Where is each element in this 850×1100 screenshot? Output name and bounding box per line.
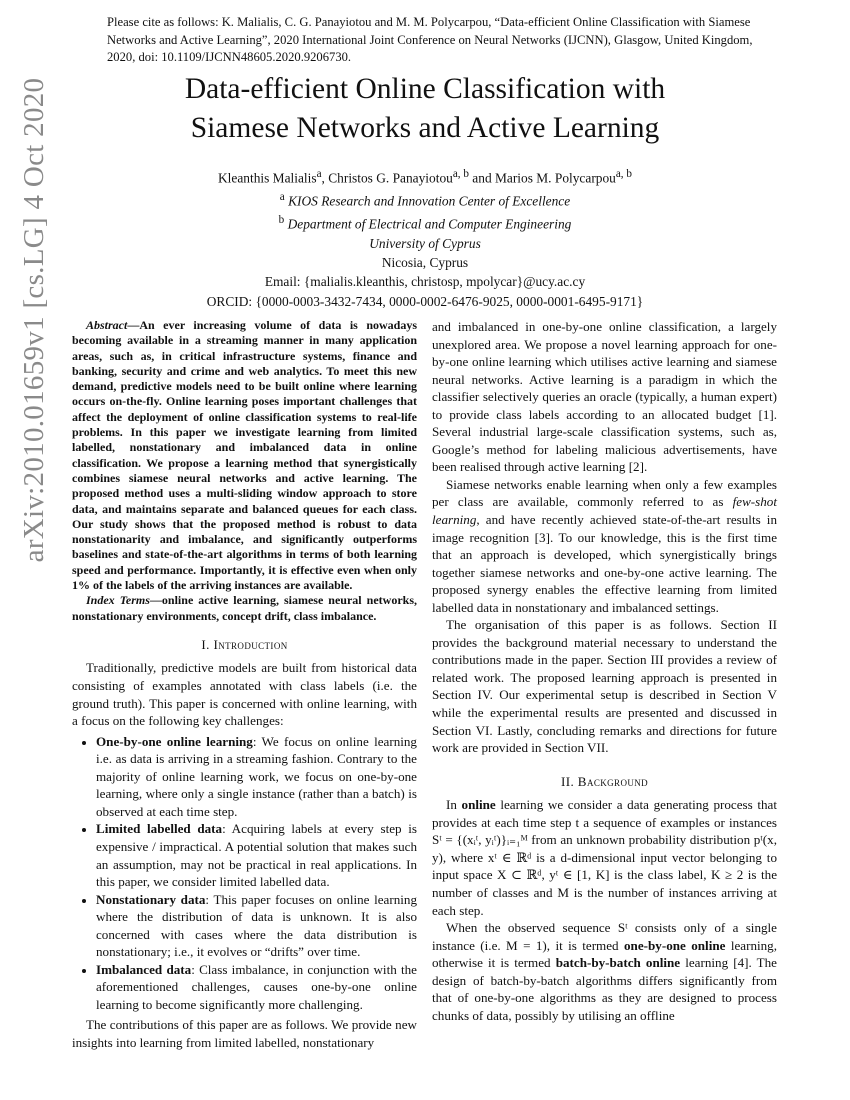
list-item-term: One-by-one online learning	[96, 733, 253, 749]
author-1-affil: a	[316, 168, 322, 180]
challenge-list	[72, 733, 417, 1014]
list-item-term: Imbalanced data	[96, 961, 192, 977]
p4-start: Siamese networks enable learning when only a few examples per class are available, commonly referred to as	[432, 476, 777, 510]
abstract-lead: Abstract	[86, 318, 128, 332]
bg-p1-end: learning we consider a data generating process that provides at each time step t a sequence of examples or instances Sᵗ = {(xᵢᵗ, yᵢᵗ)}ᵢ₌₁ᴹ from an unknown probability distribution pᵗ(x, y), where xᵗ ∈ ℝᵈ is a d-dimensional input vector belonging to input space X ⊂ ℝᵈ, yᵗ ∈ [1, K] is the class label, K ≥ 2 is the number of classes and M is the number of instances arriving at each step.	[432, 797, 777, 918]
bg-p1-bold: online	[461, 797, 496, 813]
bg-p2-bold-1: one-by-one online	[624, 937, 726, 953]
list-item-term: Limited labelled data	[96, 821, 223, 837]
city: Nicosia, Cyprus	[381, 255, 469, 271]
section-2-heading: II. Background	[560, 773, 649, 789]
affiliation-a	[100, 188, 750, 211]
intro-paragraph-5: The organisation of this paper is as follows. Section II provides the background material necessary to understand the contributions made in the paper. Section III provides a review of related work. The proposed learning approach is presented in Section IV. Our experimental setup is described in Section V while the experimental results are presented and discussed in Section VI. Lastly, concluding remarks and directions for future work are provided in Section VII.	[432, 617, 777, 756]
list-item	[96, 961, 417, 1014]
email: Email: {malialis.kleanthis, christosp, mpolycar}@ucy.ac.cy	[264, 274, 586, 290]
list-item-text: : Acquiring labels at every step is expensive / impractical. A potential solution that makes such an assumption, may not be practical in real applications. In this paper, we consider limited labelled data.	[96, 821, 417, 890]
orcid: ORCID: {0000-0003-3432-7434, 0000-0002-6476-9025, 0000-0001-6495-9171}	[206, 293, 644, 309]
abstract	[72, 318, 417, 593]
author-3-affil: a, b	[615, 168, 632, 180]
author-block	[100, 165, 750, 311]
index-terms-text: —online active learning, siamese neural networks, nonstationary environments, concept drift, class imbalance.	[72, 593, 417, 623]
intro-paragraph-1: Traditionally, predictive models are built from historical data consisting of examples annotated with class labels (i.e. the ground truth). This paper is concerned with online learning, with a focus on the following key challenges:	[72, 660, 417, 729]
author-1: Kleanthis Malialis	[218, 170, 317, 186]
university: University of Cyprus	[369, 235, 481, 251]
list-item-term: Nonstationary data	[96, 891, 206, 907]
author-names	[100, 165, 750, 188]
title-line-1: Data-efficient Online Classification with	[184, 73, 666, 105]
list-item-text: : Class imbalance, in conjunction with the aforementioned challenges, causes one-by-one online learning to become significantly more challenging.	[96, 961, 417, 1012]
right-column	[432, 318, 777, 1024]
list-item	[96, 733, 417, 821]
bg-p2-a: When the observed sequence Sᵗ consists only of a single instance (i.e. M = 1), it is termed	[432, 920, 777, 953]
author-2: , Christos G. Panayiotou	[321, 170, 453, 186]
intro-paragraph-4	[432, 476, 777, 616]
affil-b-mark: b	[278, 213, 285, 226]
background-paragraph-1	[432, 796, 777, 919]
abstract-text: —An ever increasing volume of data is nowadays becoming available in a streaming manner in many application areas, such as, in critical infrastructure systems, finance and banking, security and crime and web analytics. To meet this new demand, predictive models need to be built online where learning occurs on-the-fly. Online learning poses important challenges that affect the deployment of online classification systems to real-life problems. In this paper we investigate learning from limited labelled, nonstationary and imbalanced data in online classification. We propose a learning method that synergistically combines siamese neural networks and active learning. The proposed method uses a multi-sliding window approach to store data, and maintains separate and balanced queues for each class. Our study shows that the proposed method is robust to data nonstationarity and imbalance, and significantly outperforms baselines and state-of-the-art algorithms in terms of both learning speed and performance. Importantly, it is effective even when only 1% of the labels of the arriving instances are available.	[72, 318, 417, 593]
list-item-text: : We focus on online learning i.e. as data is arriving in a streaming fashion. Contrary to the majority of online learning work, we focus on one-by-one learning, where only a single instance (rather than a batch) is observed at each time step.	[96, 733, 417, 819]
paper-title	[100, 70, 750, 148]
affil-a-text: KIOS Research and Innovation Center of Excellence	[288, 193, 571, 209]
citation-note: Please cite as follows: K. Malialis, C. G. Panayiotou and M. M. Polycarpou, “Data-efficient Online Classification with Siamese Networks and Active Learning”, 2020 International Joint Conference on Neural Networks (IJCNN), Glasgow, United Kingdom, 2020, doi: 10.1109/IJCNN48605.2020.9206730.	[107, 15, 753, 64]
index-terms	[72, 593, 417, 624]
bg-p2-c: learning [4]. The design of batch-by-batch algorithms differs significantly from that of one-by-one algorithms as they are designed to process chunks of data, possibly by utilising an offline	[432, 955, 777, 1023]
list-item-text: : This paper focuses on online learning where the distribution of data is unknown. It is also concerned with cases where the data distribution is nonstationary; i.e., it evolves or “drifts” over time.	[96, 891, 418, 960]
affiliation-b	[100, 211, 750, 234]
author-3: and Marios M. Polycarpou	[468, 170, 616, 186]
background-paragraph-2	[432, 919, 777, 1024]
bg-p2-b: learning, otherwise it is termed	[432, 937, 778, 971]
index-terms-lead: Index Terms	[86, 593, 150, 608]
list-item	[96, 820, 417, 890]
intro-paragraph-3: and imbalanced in one-by-one online classification, a largely unexplored area. We propose a novel learning approach for one-by-one online learning which utilises active learning and siamese neural networks. Active learning is a paradigm in which the classifier selectively queries an oracle (typically, a human expert) to provide class labels according to an allocated budget [1]. Several industrial large-scale classification systems, such as, Google’s method for labeling malicious advertisements, have been realised through active learning [2].	[432, 319, 777, 475]
p4-emphasis: few-shot learning	[432, 494, 777, 528]
bg-p1-start: In	[446, 797, 462, 813]
bg-p2-bold-2: batch-by-batch online	[555, 955, 681, 971]
arxiv-stamp: arXiv:2010.01659v1 [cs.LG] 4 Oct 2020	[18, 77, 50, 563]
affil-b-text: Department of Electrical and Computer Engineering	[287, 216, 572, 232]
p4-end: , and have recently achieved state-of-the-art results in image recognition [3]. To our knowledge, this is the first time that an approach is developed, which synergistically brings together siamese networks and one-by-one active learning. The proposed synergy enables the effective learning from limited labelled data in nonstationary and imbalanced settings.	[432, 512, 777, 615]
section-1-heading: I. Introduction	[201, 636, 288, 652]
intro-paragraph-2: The contributions of this paper are as follows. We provide new insights into learning from limited labelled, nonstationary	[72, 1017, 417, 1050]
left-column	[72, 318, 417, 1052]
title-line-2: Siamese Networks and Active Learning	[190, 112, 660, 144]
list-item	[96, 891, 417, 961]
author-2-affil: a, b	[452, 168, 469, 180]
affil-a-mark: a	[279, 190, 285, 203]
